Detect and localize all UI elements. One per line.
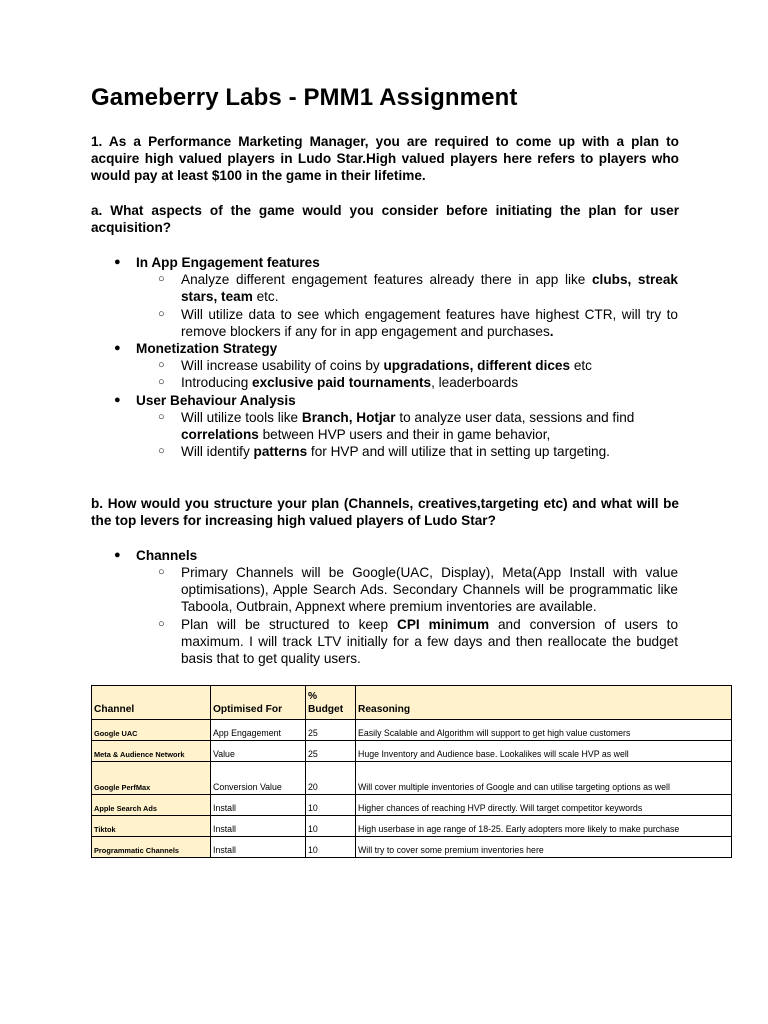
cell-reasoning: High userbase in age range of 18-25. Early adopters more likely to make purchase — [356, 816, 732, 837]
cell-channel: Google UAC — [92, 720, 211, 741]
header-channel: Channel — [92, 686, 211, 720]
header-reasoning: Reasoning — [356, 686, 732, 720]
cell-optimised-for: Install — [211, 795, 306, 816]
cell-optimised-for: Install — [211, 837, 306, 858]
cell-budget: 20 — [306, 762, 356, 795]
behaviour-item-1: Will utilize tools like Branch, Hotjar to analyze user data, sessions and find — [181, 410, 635, 425]
section-heading-user-behaviour: User Behaviour Analysis — [136, 393, 296, 408]
cell-optimised-for: Install — [211, 816, 306, 837]
bullet-marker: ● — [114, 342, 121, 354]
cell-budget: 25 — [306, 741, 356, 762]
bullet-marker: ● — [114, 549, 121, 561]
cell-channel: Programmatic Channels — [92, 837, 211, 858]
engagement-item-2: Will utilize data to see which engagement features have highest CTR, will try to remove blockers if any for in app engagement and purchases. — [181, 307, 678, 339]
header-optimised-for: Optimised For — [211, 686, 306, 720]
table-header-row — [92, 686, 732, 720]
channels-heading: Channels — [136, 548, 198, 563]
sub-bullet-marker: ○ — [158, 376, 165, 388]
engagement-item-1: Analyze different engagement features already there in app like clubs, streak stars, team etc. — [181, 272, 678, 304]
question-1: 1. As a Performance Marketing Manager, you are required to come up with a plan to acquire high valued players in Ludo Star.High valued players here refers to players who would pay at least $100 in the game in their lifetime. — [91, 134, 679, 183]
document-title: Gameberry Labs - PMM1 Assignment — [91, 84, 518, 111]
table-row — [92, 741, 732, 762]
section-heading-engagement: In App Engagement features — [136, 255, 320, 270]
question-a: a. What aspects of the game would you consider before initiating the plan for user acquisition? — [91, 203, 679, 235]
channels-item-2: Plan will be structured to keep CPI minimum and conversion of users to maximum. I will track LTV initially for a few days and then reallocate the budget basis that to get quality users. — [181, 617, 679, 666]
table-row — [92, 837, 732, 858]
cell-budget: 10 — [306, 837, 356, 858]
monetization-item-2: Introducing exclusive paid tournaments, leaderboards — [181, 375, 518, 390]
cell-budget: 25 — [306, 720, 356, 741]
bullet-marker: ● — [114, 394, 121, 406]
sub-bullet-marker: ○ — [158, 445, 165, 457]
cell-budget: 10 — [306, 795, 356, 816]
section-heading-monetization: Monetization Strategy — [136, 341, 278, 356]
channel-budget-table — [91, 685, 732, 858]
sub-bullet-marker: ○ — [158, 308, 165, 320]
cell-reasoning: Will try to cover some premium inventories here — [356, 837, 732, 858]
table-row — [92, 795, 732, 816]
table-row — [92, 720, 732, 741]
cell-reasoning: Easily Scalable and Algorithm will support to get high value customers — [356, 720, 732, 741]
sub-bullet-marker: ○ — [158, 359, 165, 371]
header-budget: % Budget — [306, 686, 356, 720]
cell-reasoning: Huge Inventory and Audience base. Lookalikes will scale HVP as well — [356, 741, 732, 762]
cell-channel: Meta & Audience Network — [92, 741, 211, 762]
sub-bullet-marker: ○ — [158, 566, 165, 578]
cell-budget: 10 — [306, 816, 356, 837]
sub-bullet-marker: ○ — [158, 411, 165, 423]
behaviour-item-1-cont: correlations between HVP users and their in game behavior, — [181, 427, 551, 442]
cell-channel: Apple Search Ads — [92, 795, 211, 816]
cell-optimised-for: Conversion Value — [211, 762, 306, 795]
cell-reasoning: Will cover multiple inventories of Google and can utilise targeting options as well — [356, 762, 732, 795]
cell-channel: Tiktok — [92, 816, 211, 837]
cell-optimised-for: Value — [211, 741, 306, 762]
channels-item-1: Primary Channels will be Google(UAC, Display), Meta(App Install with value optimisations), Apple Search Ads. Secondary Channels will be programmatic like Taboola, Outbrain, Appnext where premium inventories are available. — [181, 565, 678, 614]
cell-channel: Google PerfMax — [92, 762, 211, 795]
table-row — [92, 816, 732, 837]
cell-reasoning: Higher chances of reaching HVP directly. Will target competitor keywords — [356, 795, 732, 816]
question-b: b. How would you structure your plan (Channels, creatives,targeting etc) and what will be the top levers for increasing high valued players of Ludo Star? — [91, 496, 679, 528]
sub-bullet-marker: ○ — [158, 273, 165, 285]
table-row — [92, 762, 732, 795]
cell-optimised-for: App Engagement — [211, 720, 306, 741]
sub-bullet-marker: ○ — [158, 618, 165, 630]
bullet-marker: ● — [114, 256, 121, 268]
behaviour-item-2: Will identify patterns for HVP and will utilize that in setting up targeting. — [181, 444, 610, 459]
monetization-item-1: Will increase usability of coins by upgradations, different dices etc — [181, 358, 592, 373]
